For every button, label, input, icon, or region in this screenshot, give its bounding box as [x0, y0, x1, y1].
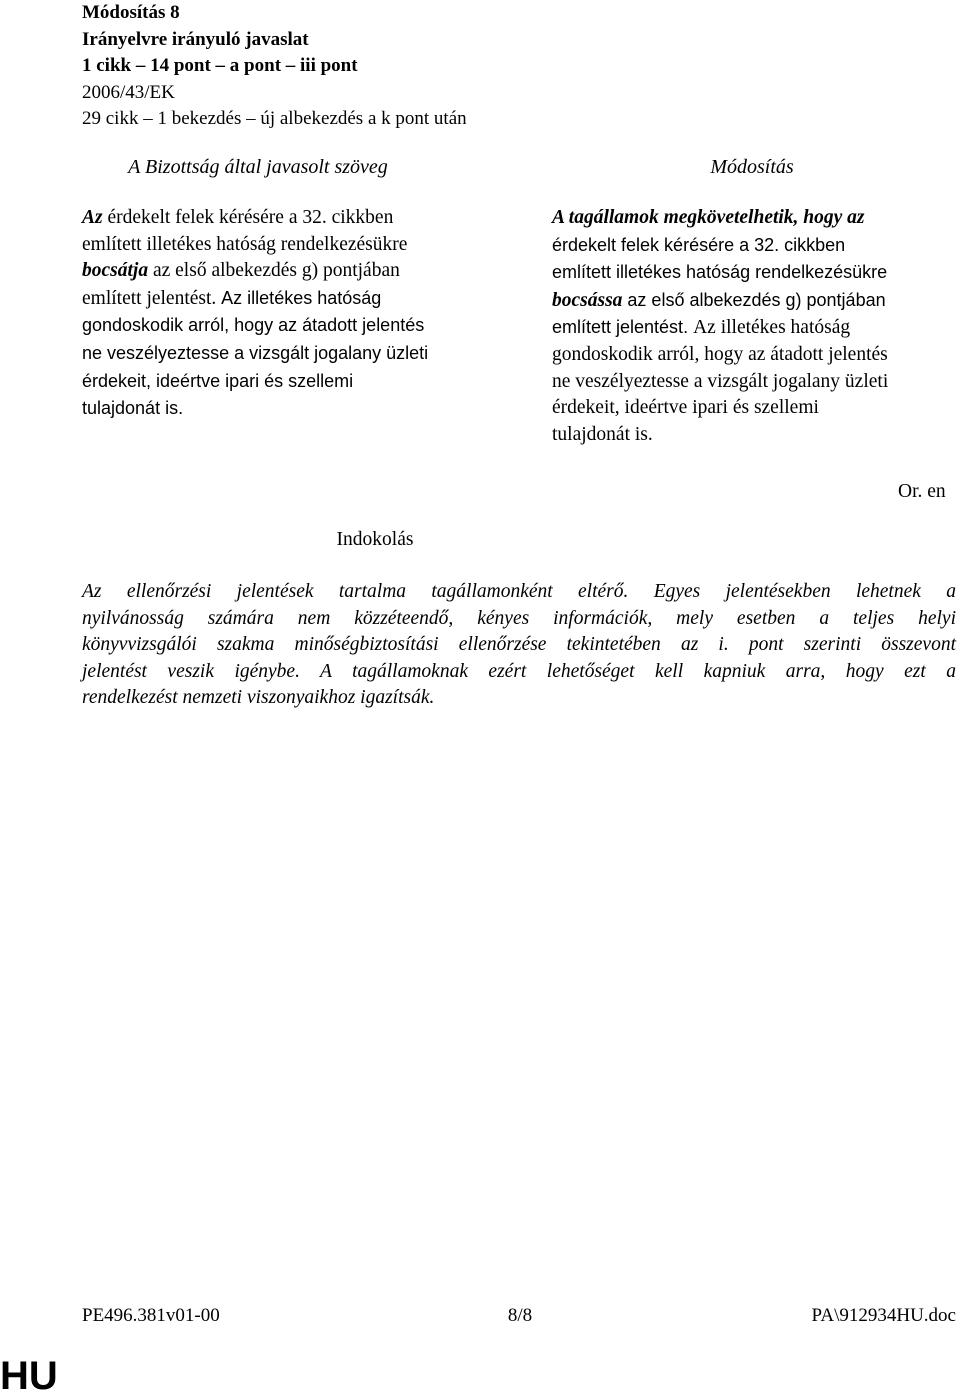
text-line [552, 259, 956, 287]
text-run: Az illetékes hatóság [221, 287, 382, 308]
justification-title: Indokolás [336, 529, 414, 550]
text-run: említett jelentést. [82, 287, 222, 309]
text-line [552, 232, 956, 260]
text-line [552, 205, 956, 232]
text-line [82, 232, 482, 259]
text-run: Az illetékes hatóság [693, 317, 851, 339]
right-column-text [552, 205, 956, 448]
footer-doc-id: PE496.381v01-00 [82, 1305, 220, 1326]
text-run: érdekeit, ideértve ipari és szellemi [82, 370, 354, 391]
text-run: érdekelt felek kérésére a 32. cikkben [102, 207, 394, 228]
text-line [552, 342, 956, 369]
justification-line: rendelkezést nemzeti viszonyaikhoz igazítsák. [82, 687, 435, 709]
text-run: A tagállamok megkövetelhetik, hogy az [552, 207, 865, 228]
text-run: gondoskodik arról, hogy az átadott jelentés [82, 315, 425, 336]
amendment-title: Módosítás 8 [82, 2, 180, 23]
justification-text [82, 579, 956, 712]
justification-line: jelentést veszik igénybe. A tagállamoknak ezért lehetőséget kell kapniuk arra, hogy ezt a [82, 660, 956, 682]
text-run: Az [82, 207, 103, 228]
left-column-text [82, 205, 482, 423]
language-code: HU [0, 1354, 58, 1398]
text-run: tulajdonát is. [82, 398, 184, 419]
article-reference: 1 cikk – 14 pont – a pont – iii pont [82, 55, 358, 76]
text-run: ne veszélyeztesse a vizsgált jogalany üzleti [82, 342, 429, 363]
amendment-position: 29 cikk – 1 bekezdés – új albekezdés a k pont után [82, 108, 467, 129]
text-run: említett illetékes hatóság rendelkezésükre [82, 233, 408, 255]
text-line [552, 395, 956, 422]
justification-line: nyilvánosság számára nem közzéteendő, kényes információk, mely esetben a teljes helyi [82, 607, 956, 629]
left-column-title: A Bizottság által javasolt szöveg [128, 156, 388, 178]
text-run: érdekeit, ideértve ipari és szellemi [552, 397, 819, 419]
text-run: tulajdonát is. [552, 423, 653, 445]
original-language: Or. en [898, 481, 946, 502]
footer-file-reference: PA\912934HU.doc [811, 1305, 956, 1326]
text-line [82, 258, 482, 285]
footer-page-number: 8/8 [507, 1305, 533, 1326]
text-run: az első albekezdés g) pontjában [622, 289, 886, 310]
justification-line: könyvvizsgálói szakma minőségbiztosítási ellenőrzése tekintetében az i. pont szerinti összevont [82, 634, 956, 656]
text-line [552, 287, 956, 315]
text-line [82, 340, 482, 368]
text-line [82, 205, 482, 232]
proposal-type: Irányelvre irányuló javaslat [82, 28, 309, 50]
text-run: említett illetékes hatóság rendelkezésükre [552, 262, 888, 283]
directive-number: 2006/43/EK [82, 81, 175, 103]
text-run: bocsássa [552, 289, 623, 311]
text-run: az első albekezdés g) pontjában [148, 260, 400, 282]
text-run: ne veszélyeztesse a vizsgált jogalany üzleti [552, 370, 889, 392]
text-run: bocsátja [82, 260, 149, 282]
text-run: említett jelentést. [552, 317, 694, 338]
text-line [552, 314, 956, 342]
text-line [82, 312, 482, 340]
text-line [82, 395, 482, 423]
text-run: gondoskodik arról, hogy az átadott jelentés [552, 343, 888, 365]
text-line [82, 368, 482, 396]
right-column-title: Módosítás [710, 156, 794, 178]
text-line [82, 285, 482, 313]
amendment-header [82, 0, 467, 133]
justification-line: Az ellenőrzési jelentések tartalma tagállamonként eltérő. Egyes jelentésekben lehetnek a [82, 581, 956, 602]
text-run: érdekelt felek kérésére a 32. cikkben [552, 234, 846, 255]
text-line [552, 369, 956, 396]
text-line [552, 422, 956, 449]
